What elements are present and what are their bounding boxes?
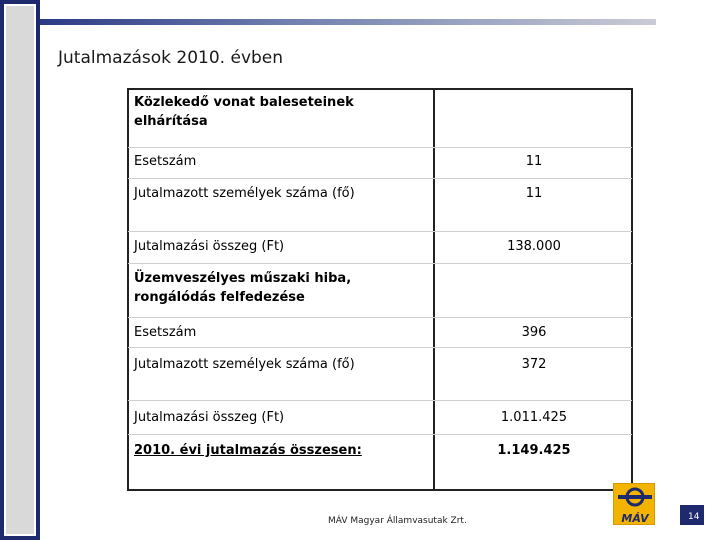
table-row-value: 11 [525, 154, 543, 169]
row-separator [128, 147, 632, 148]
section-header-defects: Üzemveszélyes műszaki hiba, rongálódás felfedezése [134, 271, 352, 305]
table-value-column [433, 88, 633, 491]
section-header-accidents: Közlekedő vonat baleseteinek elhárítása [134, 95, 354, 129]
row-separator [128, 347, 632, 348]
row-separator [128, 434, 632, 435]
row-separator [128, 178, 632, 179]
table-row-value: 372 [521, 357, 547, 372]
table-row-label: Jutalmazási összeg (Ft) [134, 239, 285, 254]
row-separator [128, 400, 632, 401]
row-separator [128, 263, 632, 264]
table-row-label: Jutalmazott személyek száma (fő) [134, 186, 355, 201]
top-rule [40, 19, 656, 25]
footer-company: MÁV Magyar Államvasutak Zrt. [328, 516, 467, 526]
mav-logo [613, 483, 655, 525]
total-value: 1.149.425 [497, 443, 571, 458]
total-label: 2010. évi jutalmazás összesen: [134, 443, 362, 458]
logo-text: MÁV [621, 512, 649, 525]
table-row-label: Jutalmazási összeg (Ft) [134, 410, 285, 425]
row-separator [128, 317, 632, 318]
page-number: 14 [688, 512, 700, 522]
table-row-value: 11 [525, 186, 543, 201]
railway-wheel-icon [614, 484, 656, 512]
row-separator [128, 231, 632, 232]
table-row-label: Jutalmazott személyek száma (fő) [134, 357, 355, 372]
table-row-value: 138.000 [507, 239, 561, 254]
table-row-value: 396 [521, 325, 547, 340]
left-decoration-bar [0, 0, 40, 540]
table-row-value: 1.011.425 [500, 410, 568, 425]
table-row-label: Esetszám [134, 154, 197, 169]
table-row-label: Esetszám [134, 325, 197, 340]
slide-title: Jutalmazások 2010. évben [58, 48, 284, 68]
left-decoration-inner [4, 4, 36, 536]
